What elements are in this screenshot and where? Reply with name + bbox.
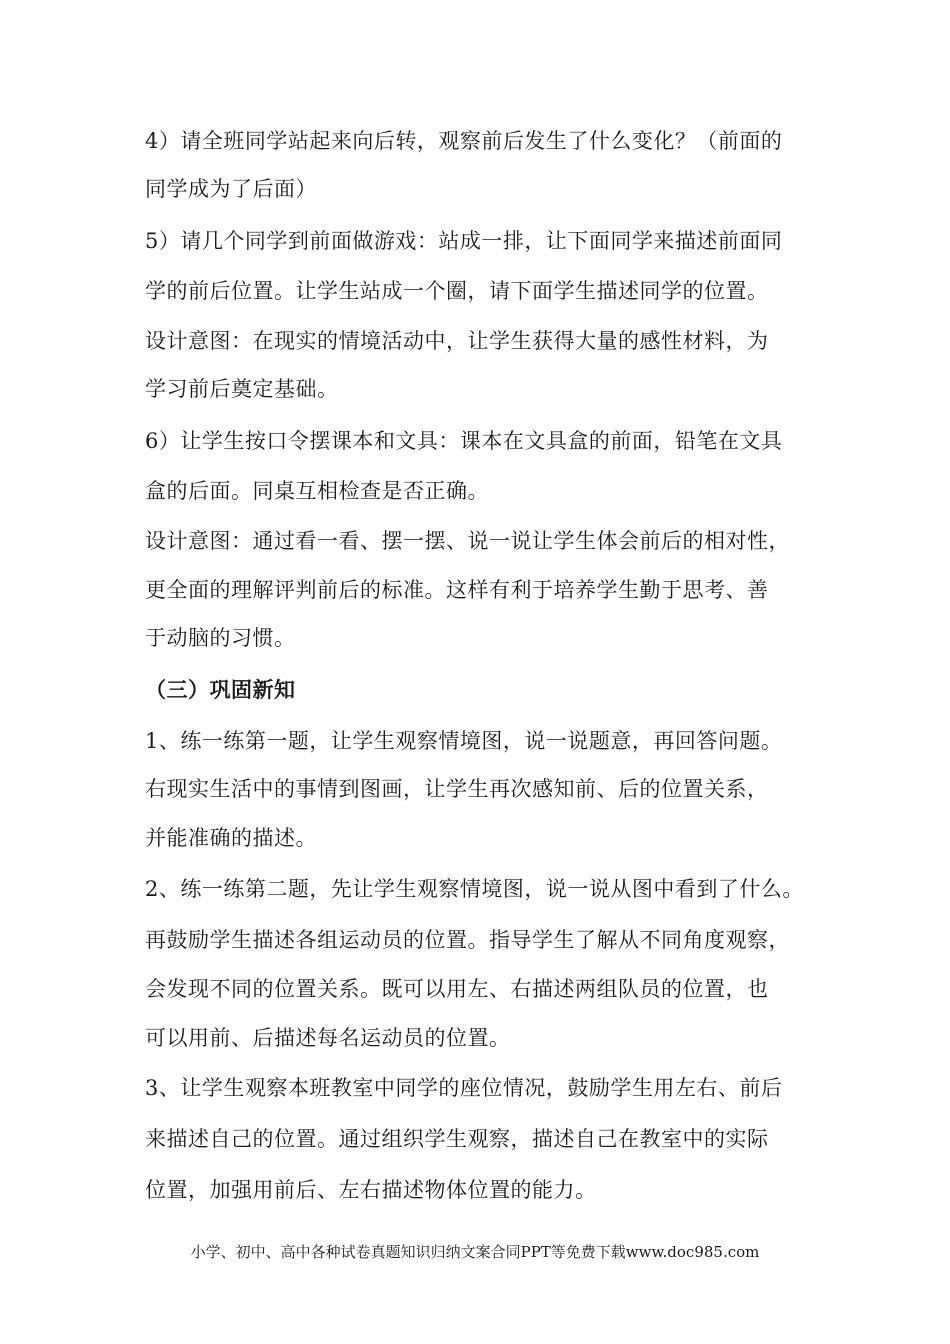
section-heading: （三）巩固新知 (145, 677, 296, 702)
page-footer: 小学、初中、高中各种试卷真题知识归纳文案合同PPT等免费下载www.doc985.com (190, 1243, 760, 1261)
paragraph-line: 可以用前、后描述每名运动员的位置。 (145, 1026, 511, 1050)
paragraph-line: 2、练一练第二题，先让学生观察情境图，说一说从图中看到了什么。 (145, 877, 804, 901)
paragraph-line: 盒的后面。同桌互相检查是否正确。 (145, 479, 489, 503)
design-intent-line: 更全面的理解评判前后的标准。这样有利于培养学生勤于思考、善 (145, 578, 769, 602)
design-intent-line: 设计意图：通过看一看、摆一摆、说一说让学生体会前后的相对性， (145, 529, 790, 553)
paragraph-line: 5）请几个同学到前面做游戏：站成一排，让下面同学来描述前面同 (145, 229, 783, 253)
paragraph-line: 会发现不同的位置关系。既可以用左、右描述两组队员的位置，也 (145, 977, 769, 1001)
design-intent-line: 于动脑的习惯。 (145, 626, 296, 650)
design-intent-line: 设计意图：在现实的情境活动中，让学生获得大量的感性材料，为 (145, 329, 769, 353)
paragraph-line: 学的前后位置。让学生站成一个圈，请下面学生描述同学的位置。 (145, 279, 769, 303)
paragraph-line: 右现实生活中的事情到图画，让学生再次感知前、后的位置关系， (145, 777, 769, 801)
paragraph-line: 4）请全班同学站起来向后转，观察前后发生了什么变化？（前面的 (145, 129, 783, 153)
paragraph-line: 1、练一练第一题，让学生观察情境图，说一说题意，再回答问题。 (145, 729, 783, 753)
paragraph-line: 3、让学生观察本班教室中同学的座位情况，鼓励学生用左右、前后 (145, 1076, 783, 1100)
paragraph-line: 同学成为了后面） (145, 177, 317, 201)
design-intent-line: 学习前后奠定基础。 (145, 377, 339, 401)
paragraph-line: 来描述自己的位置。通过组织学生观察，描述自己在教室中的实际 (145, 1127, 769, 1151)
paragraph-line: 6）让学生按口令摆课本和文具：课本在文具盒的前面，铅笔在文具 (145, 429, 783, 453)
paragraph-line: 位置，加强用前后、左右描述物体位置的能力。 (145, 1178, 597, 1202)
paragraph-line: 并能准确的描述。 (145, 826, 317, 850)
paragraph-line: 再鼓励学生描述各组运动员的位置。指导学生了解从不同角度观察， (145, 928, 790, 952)
